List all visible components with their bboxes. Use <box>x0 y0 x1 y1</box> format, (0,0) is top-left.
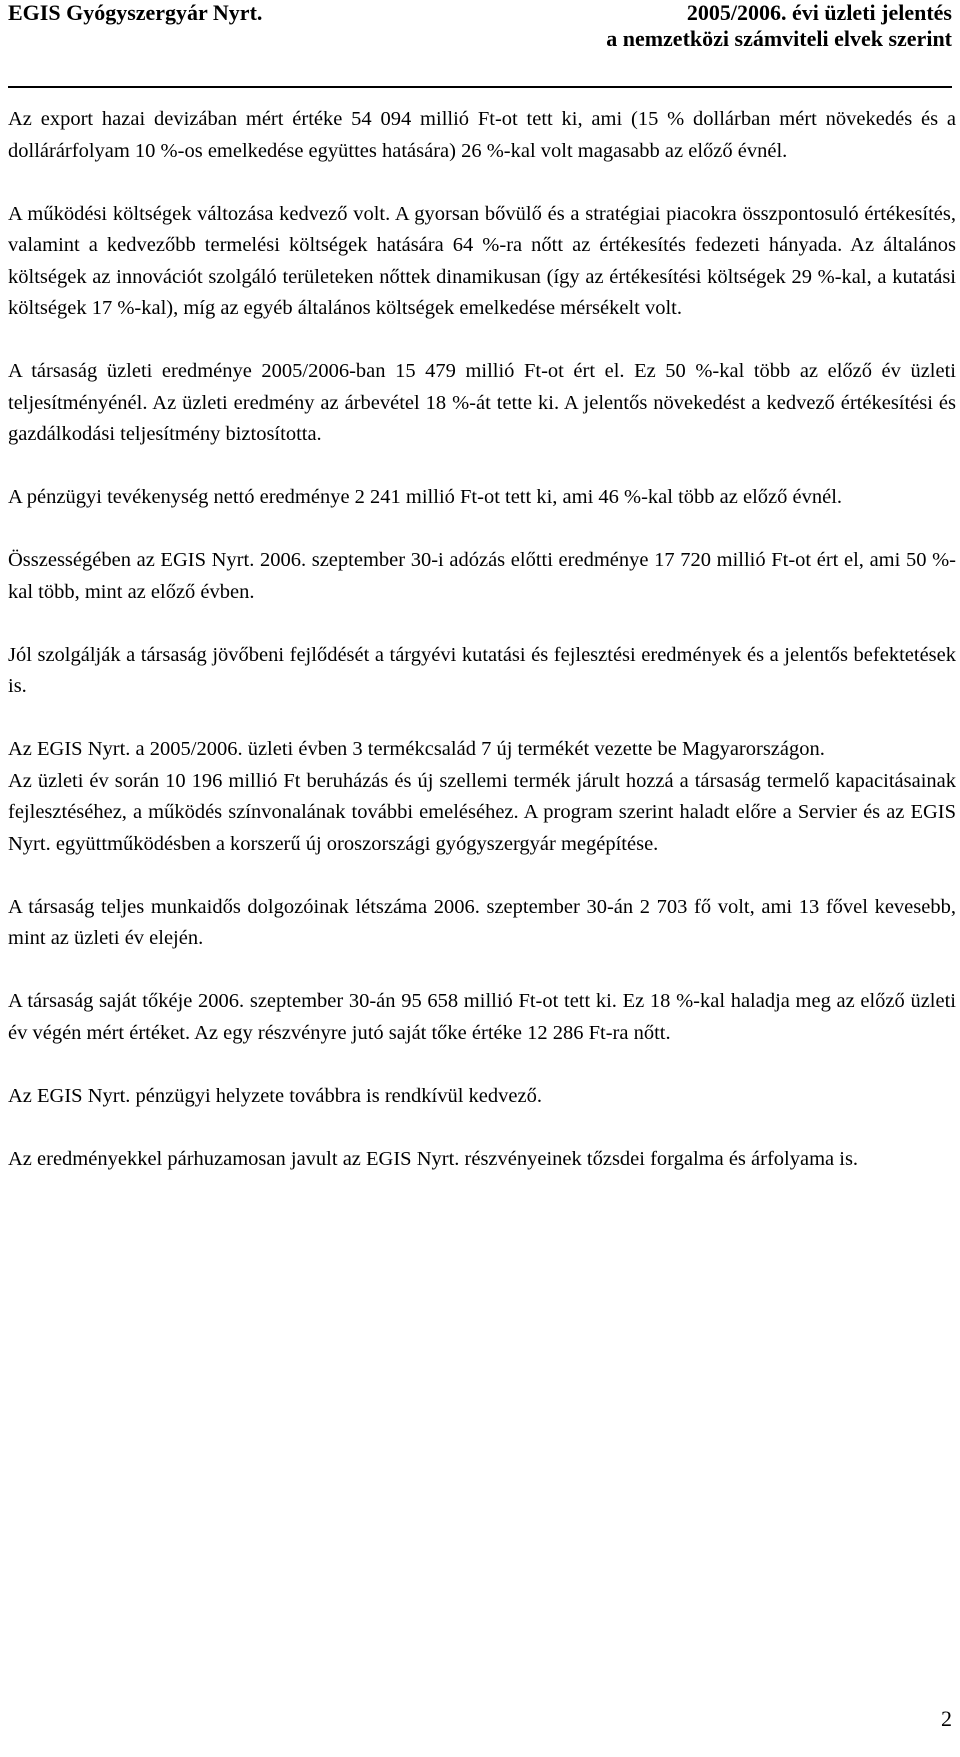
page-number: 2 <box>941 1706 952 1731</box>
report-body <box>8 104 956 1207</box>
paragraph-pretax-profit: Összességében az EGIS Nyrt. 2006. szeptember 30-i adózás előtti eredménye 17 720 millió Ft-ot ért el, ami 50 %-kal több, mint az előző évben. <box>8 549 956 603</box>
paragraph-export-value: Az export hazai devizában mért értéke 54 094 millió Ft-ot tett ki, ami (15 % dollárban mért növekedés és a dollárárfolyam 10 %-os emelkedése együttes hatására) 26 %-kal volt magasabb az előző évnél. <box>8 108 956 162</box>
report-title <box>606 0 952 52</box>
paragraph-investments: Az üzleti év során 10 196 millió Ft beruházás és új szellemi termék járult hozzá a társaság termelő kapacitásainak fejlesztéséhez, a működés színvonalának további emeléséhez. A program szerint haladt előre a Servier és az EGIS Nyrt. együttműködésben a korszerű új oroszországi gyógyszergyár megépítése. <box>8 769 956 855</box>
paragraph-headcount: A társaság teljes munkaidős dolgozóinak létszáma 2006. szeptember 30-án 2 703 fő volt, ami 13 fővel kevesebb, mint az üzleti év elején. <box>8 895 956 949</box>
paragraph-operating-result: A társaság üzleti eredménye 2005/2006-ban 15 479 millió Ft-ot ért el. Ez 50 %-kal több az előző év üzleti teljesítményénél. Az üzleti eredmény az árbevétel 18 %-át tette ki. A jelentős növekedést a kedvező értékesítési és gazdálkodási teljesítmény biztosította. <box>8 360 956 445</box>
report-title-line-2: a nemzetközi számviteli elvek szerint <box>606 26 952 51</box>
paragraph-equity: A társaság saját tőkéje 2006. szeptember 30-án 95 658 millió Ft-ot tett ki. Ez 18 %-kal haladja meg az előző üzleti év végén mért értéket. Az egy részvényre jutó saját tőke értéke 12 286 Ft-ra nőtt. <box>8 990 956 1044</box>
paragraph-financial-result: A pénzügyi tevékenység nettó eredménye 2 241 millió Ft-ot tett ki, ami 46 %-kal több az előző évnél. <box>8 486 843 508</box>
paragraph-financial-position: Az EGIS Nyrt. pénzügyi helyzete továbbra is rendkívül kedvező. <box>8 1084 542 1107</box>
paragraph-new-products: Az EGIS Nyrt. a 2005/2006. üzleti évben 3 termékcsalád 7 új termékét vezette be Magyarországon. <box>8 738 825 760</box>
company-name: EGIS Gyógyszergyár Nyrt. <box>8 0 263 25</box>
report-title-line-1: 2005/2006. évi üzleti jelentés <box>686 0 952 25</box>
paragraph-operating-costs: A működési költségek változása kedvező volt. A gyorsan bővülő és a stratégiai piacokra összpontosuló értékesítés, valamint a kedvezőbb termelési költségek hatására 64 %-ra nőtt az értékesítés fedezeti hányada. Az általános költségek az innovációt szolgáló területeken nőttek dinamikusan (így az értékesítési költségek 29 %-kal, a kutatási költségek 17 %-kal), míg az egyéb általános költségek emelkedése mérsékelt volt. <box>8 202 956 319</box>
paragraph-rnd: Jól szolgálják a társaság jövőbeni fejlődését a tárgyévi kutatási és fejlesztési eredmények és a jelentős befektetések is. <box>8 643 956 697</box>
page-header <box>8 0 952 88</box>
paragraph-share-performance: Az eredményekkel párhuzamosan javult az EGIS Nyrt. részvényeinek tőzsdei forgalma és árfolyama is. <box>8 1147 859 1170</box>
